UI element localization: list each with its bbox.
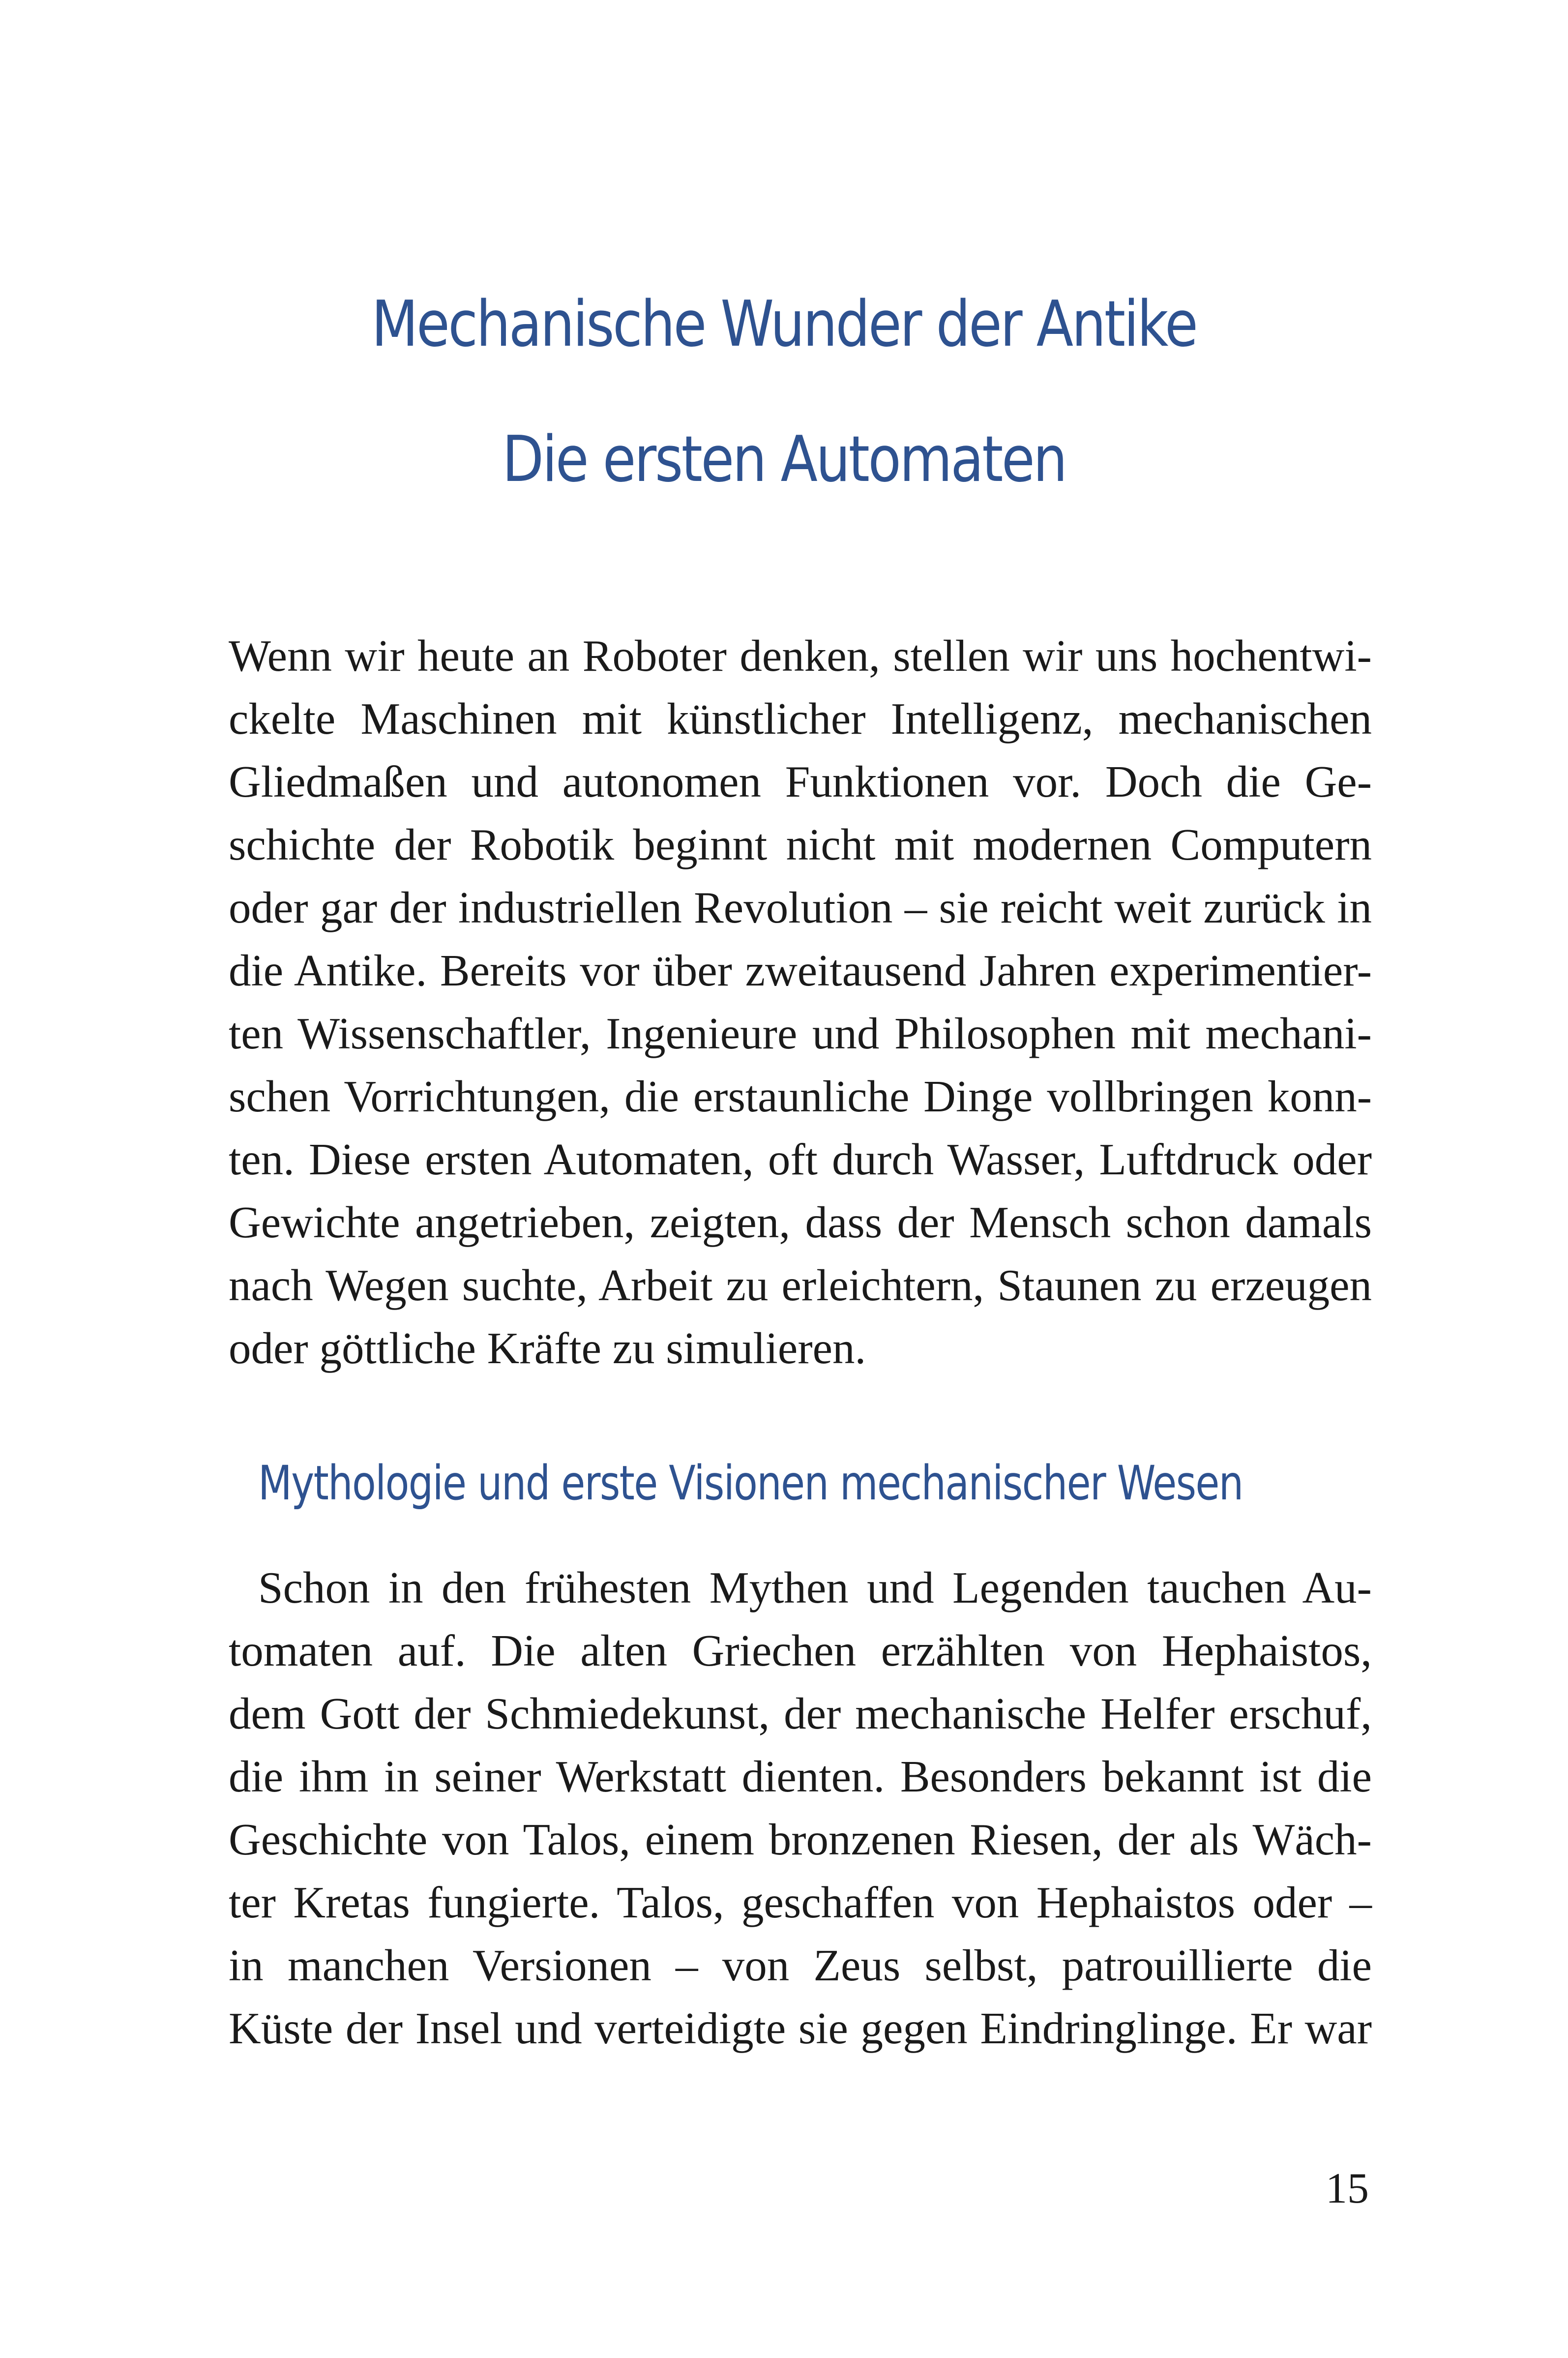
text-line: tomaten auf. Die alten Griechen erzählten von Hephaistos,: [229, 1626, 1372, 1675]
text-line: Wenn wir heute an Roboter denken, stellen wir uns hochentwi-: [229, 631, 1372, 681]
text-line: ter Kretas fungierte. Talos, geschaffen von Hephaistos oder –: [229, 1878, 1372, 1927]
text-line: Gliedmaßen und autonomen Funktionen vor. Doch die Ge-: [229, 757, 1372, 806]
text-line: oder göttliche Kräfte zu simulieren.: [229, 1323, 866, 1373]
section-heading: Mythologie und erste Visionen mechanischer Wesen: [258, 1456, 1243, 1511]
text-line: ten. Diese ersten Automaten, oft durch Wasser, Luftdruck oder: [229, 1134, 1372, 1184]
text-line: schichte der Robotik beginnt nicht mit modernen Computern: [229, 820, 1372, 869]
text-line: Schon in den frühesten Mythen und Legenden tauchen Au-: [258, 1563, 1372, 1612]
chapter-title-line-1: Mechanische Wunder der Antike: [371, 288, 1197, 361]
text-line: ten Wissenschaftler, Ingenieure und Philosophen mit mechani-: [229, 1009, 1372, 1058]
text-line: die Antike. Bereits vor über zweitausend Jahren experimentier-: [229, 946, 1372, 995]
text-line: Küste der Insel und verteidigte sie gegen Eindringlinge. Er war: [229, 2003, 1372, 2053]
chapter-title-line-2: Die ersten Automaten: [502, 423, 1066, 496]
text-line: schen Vorrichtungen, die erstaunliche Dinge vollbringen konn-: [229, 1072, 1372, 1121]
text-line: in manchen Versionen – von Zeus selbst, patrouillierte die: [229, 1940, 1372, 1990]
text-line: oder gar der industriellen Revolution – sie reicht weit zurück in: [229, 883, 1372, 932]
text-line: die ihm in seiner Werkstatt dienten. Besonders bekannt ist die: [229, 1752, 1372, 1801]
text-line: dem Gott der Schmiedekunst, der mechanische Helfer erschuf,: [229, 1689, 1372, 1738]
section-paragraph: [229, 1556, 1372, 2060]
text-line: Gewichte angetrieben, zeigten, dass der Mensch schon damals: [229, 1197, 1372, 1247]
text-line: nach Wegen suchte, Arbeit zu erleichtern, Staunen zu erzeugen: [229, 1260, 1372, 1310]
text-line: Geschichte von Talos, einem bronzenen Riesen, der als Wäch-: [229, 1815, 1372, 1864]
page-number: 15: [1326, 2165, 1369, 2212]
text-line: ckelte Maschinen mit künstlicher Intelligenz, mechanischen: [229, 694, 1372, 744]
intro-paragraph: [229, 625, 1372, 1380]
